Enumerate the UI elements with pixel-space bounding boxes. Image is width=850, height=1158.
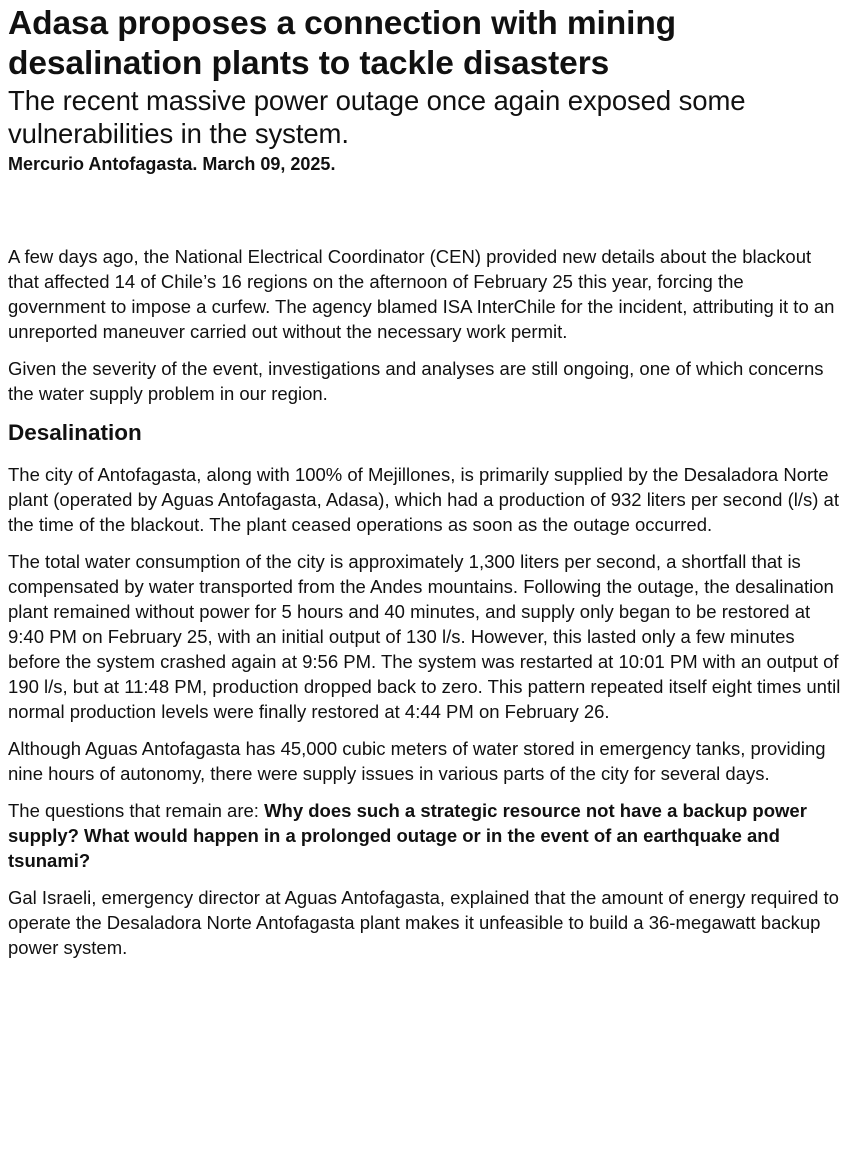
paragraph-supply-plant: The city of Antofagasta, along with 100% of Mejillones, is primarily supplied by the Desaladora Norte plant (operated by Aguas Antofagasta, Adasa), which had a production of 932 liters per second (l/s) at the time of the blackout. The plant ceased operations as soon as the outage occurred. xyxy=(8,464,839,535)
questions-bold: Why does such a strategic resource not have a backup power supply? What would happen in a prolonged outage or in the event of an earthquake and tsunami? xyxy=(8,800,807,871)
article-source-line: Mercurio Antofagasta. March 09, 2025. xyxy=(8,154,336,174)
section-heading-desalination: Desalination xyxy=(8,420,142,445)
article-body xyxy=(8,244,842,972)
questions-intro: The questions that remain are: xyxy=(8,800,265,821)
paragraph-emergency-tanks: Although Aguas Antofagasta has 45,000 cubic meters of water stored in emergency tanks, providing nine hours of autonomy, there were supply issues in various parts of the city for several days. xyxy=(8,738,826,784)
article-subtitle: The recent massive power outage once again exposed some vulnerabilities in the system. xyxy=(8,85,746,149)
paragraph-emergency-director: Gal Israeli, emergency director at Aguas Antofagasta, explained that the amount of energy required to operate the Desaladora Norte Antofagasta plant makes it unfeasible to build a 36-megawatt backup power system. xyxy=(8,887,839,958)
paragraph-blackout-details: A few days ago, the National Electrical Coordinator (CEN) provided new details about the blackout that affected 14 of Chile’s 16 regions on the afternoon of February 25 this year, forcing the government to impose a curfew. The agency blamed ISA InterChile for the incident, attributing it to an unreported maneuver carried out without the necessary work permit. xyxy=(8,246,835,342)
paragraph-questions xyxy=(8,798,842,873)
paragraph-investigations: Given the severity of the event, investigations and analyses are still ongoing, one of which concerns the water supply problem in our region. xyxy=(8,358,824,404)
article-title: Adasa proposes a connection with mining desalination plants to tackle disasters xyxy=(8,5,677,82)
paragraph-consumption-timeline: The total water consumption of the city is approximately 1,300 liters per second, a shortfall that is compensated by water transported from the Andes mountains. Following the outage, the desalination plant remained without power for 5 hours and 40 minutes, and supply only began to be restored at 9:40 PM on February 25, with an initial output of 130 l/s. However, this lasted only a few minutes before the system crashed again at 9:56 PM. The system was restarted at 10:01 PM with an output of 190 l/s, but at 11:48 PM, production dropped back to zero. This pattern repeated itself eight times until normal production levels were finally restored at 4:44 PM on February 26. xyxy=(8,551,841,722)
